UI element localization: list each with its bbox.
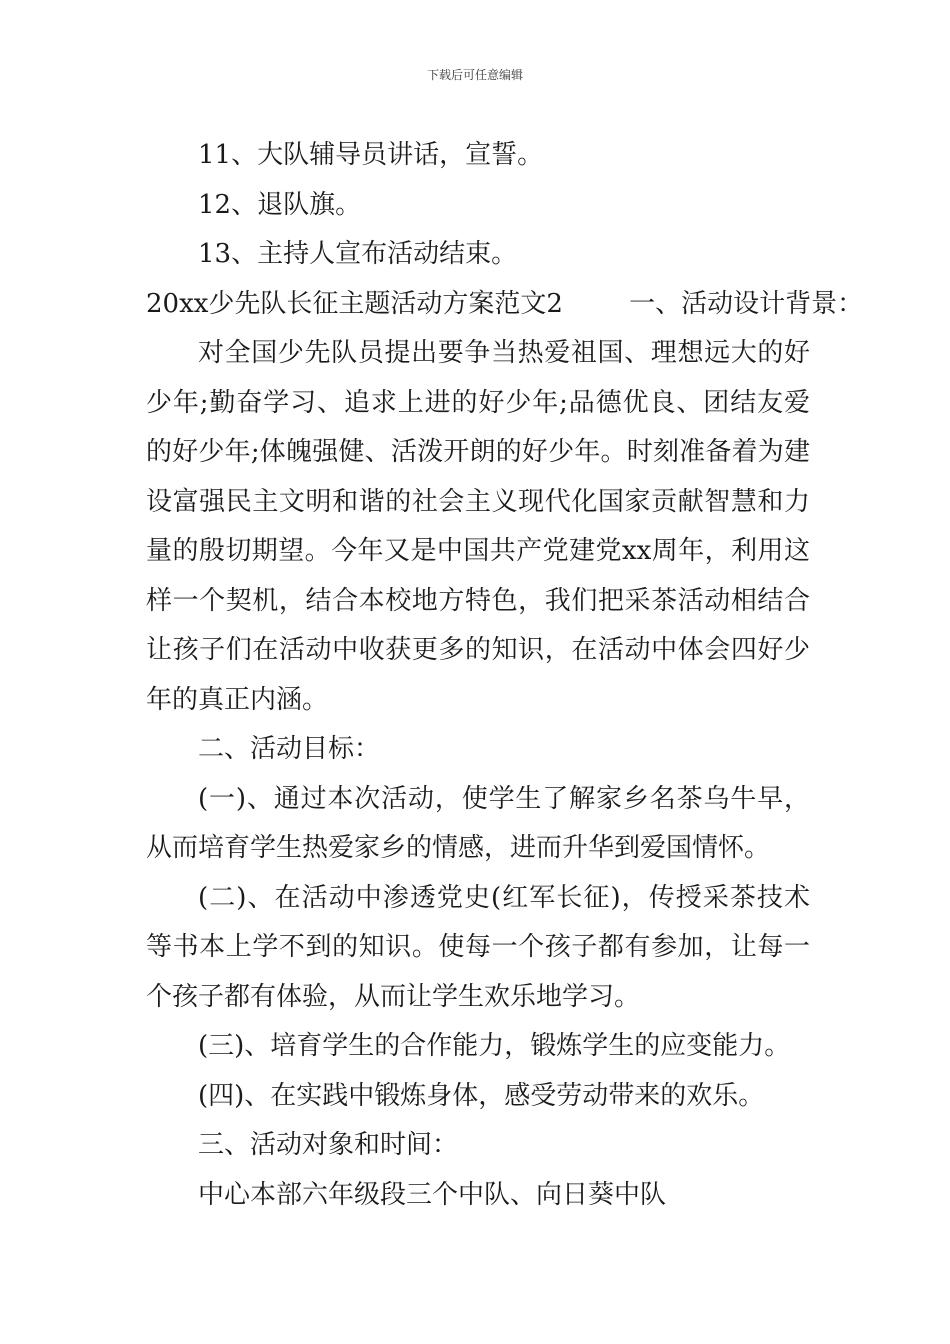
paragraph-background: 对全国少先队员提出要争当热爱祖国、理想远大的好少年;勤奋学习、追求上进的好少年;品德优良、团结友爱的好少年;体魄强健、活泼开朗的好少年。时刻准备着为建设富强民主文明和谐的社会主义现代化国家贡献智慧和力量的殷切期望。今年又是中国共产党建党xx周年，利用这样一个契机，结合本校地方特色，我们把采茶活动相结合让孩子们在活动中收获更多的知识，在活动中体会四好少年的真正内涵。 <box>146 338 810 715</box>
target-participants: 中心本部六年级段三个中队、向日葵中队 <box>198 1179 667 1210</box>
heading-target-and-time: 三、活动对象和时间： <box>198 1130 459 1160</box>
heading-activity-goals: 二、活动目标： <box>198 734 381 764</box>
goal-item-4: (四)、在实践中锻炼身体，感受劳动带来的欢乐。 <box>198 1080 765 1111</box>
goal-item-2: (二)、在活动中渗透党史(红军长征)，传授采茶技术等书本上学不到的知识。使每一个孩子都有参加，让每一个孩子都有体验，从而让学生欢乐地学习。 <box>146 882 810 1012</box>
document-body <box>146 131 864 1220</box>
page-header-note: 下载后可任意编辑 <box>426 68 523 82</box>
paragraph-item-12: 12、退队旗。 <box>198 189 362 220</box>
section-title-line: 20xx少先队长征主题活动方案范文2 一、活动设计背景： <box>146 288 864 319</box>
goal-item-1: (一)、通过本次活动，使学生了解家乡名茶乌牛早，从而培育学生热爱家乡的情感，进而升华到爱国情怀。 <box>146 783 810 863</box>
paragraph-item-13: 13、主持人宣布活动结束。 <box>198 239 518 269</box>
goal-item-3: (三)、培育学生的合作能力，锻炼学生的应变能力。 <box>198 1031 791 1061</box>
paragraph-item-11: 11、大队辅导员讲话，宣誓。 <box>198 140 544 170</box>
